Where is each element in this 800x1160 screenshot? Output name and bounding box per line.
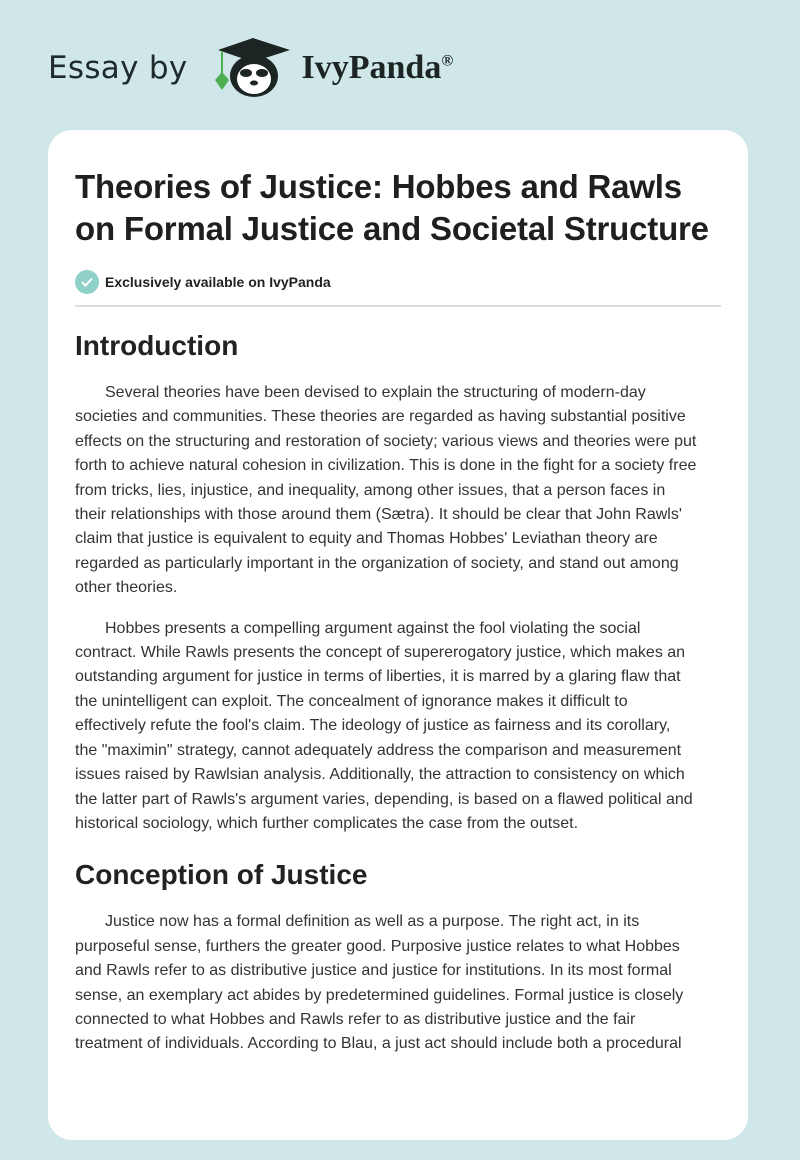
brand-name <box>302 49 454 87</box>
paragraph-line: outstanding argument for justice in terms of liberties, it is marred by a glaring flaw that <box>75 668 681 686</box>
registered-mark: ® <box>441 52 454 70</box>
paragraph-line: treatment of individuals. According to Blau, a just act should include both a procedural <box>75 1035 682 1053</box>
paragraph-line: Hobbes presents a compelling argument against the fool violating the social <box>105 619 641 637</box>
badge-text: Exclusively available on IvyPanda <box>105 274 331 290</box>
exclusive-badge <box>75 270 721 294</box>
check-circle-icon <box>75 270 99 294</box>
ivypanda-logo-icon[interactable] <box>210 36 296 100</box>
title-line: Theories of Justice: Hobbes and Rawls <box>75 168 682 205</box>
essay-card <box>48 130 748 1140</box>
paragraph-line: historical sociology, which further complicates the case from the outset. <box>75 814 579 832</box>
paragraph-line: purposeful sense, furthers the greater good. Purposive justice relates to what Hobbes <box>75 937 680 955</box>
paragraph-line: the "maximin" strategy, cannot adequately address the comparison and measurement <box>75 741 682 759</box>
paragraph-line: claim that justice is equivalent to equity and Thomas Hobbes' Leviathan theory are <box>75 530 658 548</box>
section-heading: Introduction <box>75 330 239 361</box>
paragraph-line: from tricks, lies, injustice, and inequality, among other issues, that a person faces in <box>75 481 666 499</box>
paragraph-line: sense, an exemplary act abides by predetermined guidelines. Formal justice is closely <box>75 986 684 1004</box>
paragraph <box>75 910 721 1056</box>
brand-text: IvyPanda <box>301 49 442 86</box>
essay-title <box>75 166 721 250</box>
paragraph-line: effects on the structuring and restoration of society; various views and theories were put <box>75 432 697 450</box>
paragraph-line: the unintelligent can exploit. The concealment of ignorance makes it difficult to <box>75 692 628 710</box>
paragraph <box>75 381 721 601</box>
paragraph <box>75 617 721 837</box>
essay-by-label: Essay by <box>48 50 188 86</box>
paragraph-line: other theories. <box>75 579 178 597</box>
paragraph-line: connected to what Hobbes and Rawls refer to as distributive justice and the fair <box>75 1010 636 1028</box>
paragraph-line: forth to achieve natural cohesion in civilization. This is done in the fight for a society free <box>75 457 697 475</box>
paragraph-line: societies and communities. These theories are regarded as having substantial positive <box>75 408 686 426</box>
paragraph-line: contract. While Rawls presents the concept of supererogatory justice, which makes an <box>75 644 686 662</box>
paragraph-line: effectively refute the fool's claim. The ideology of justice as fairness and its corollary, <box>75 717 671 735</box>
section-heading: Conception of Justice <box>75 859 368 891</box>
paragraph-line: regarded as particularly important in the organization of society, and stand out among <box>75 554 679 572</box>
paragraph-line: and Rawls refer to as distributive justice and justice for institutions. In its most formal <box>75 962 672 980</box>
paragraph-line: the latter part of Rawls's argument varies, depending, is based on a flawed political and <box>75 790 693 808</box>
divider <box>75 305 721 307</box>
title-line: on Formal Justice and Societal Structure <box>75 210 709 247</box>
paragraph-line: Several theories have been devised to explain the structuring of modern-day <box>105 384 646 401</box>
paragraph-line: Justice now has a formal definition as well as a purpose. The right act, in its <box>105 913 640 931</box>
site-header <box>48 36 453 100</box>
paragraph-line: issues raised by Rawlsian analysis. Additionally, the attraction to consistency on which <box>75 766 685 784</box>
paragraph-line: their relationships with those around them (Sætra). It should be clear that John Rawls' <box>75 506 682 524</box>
